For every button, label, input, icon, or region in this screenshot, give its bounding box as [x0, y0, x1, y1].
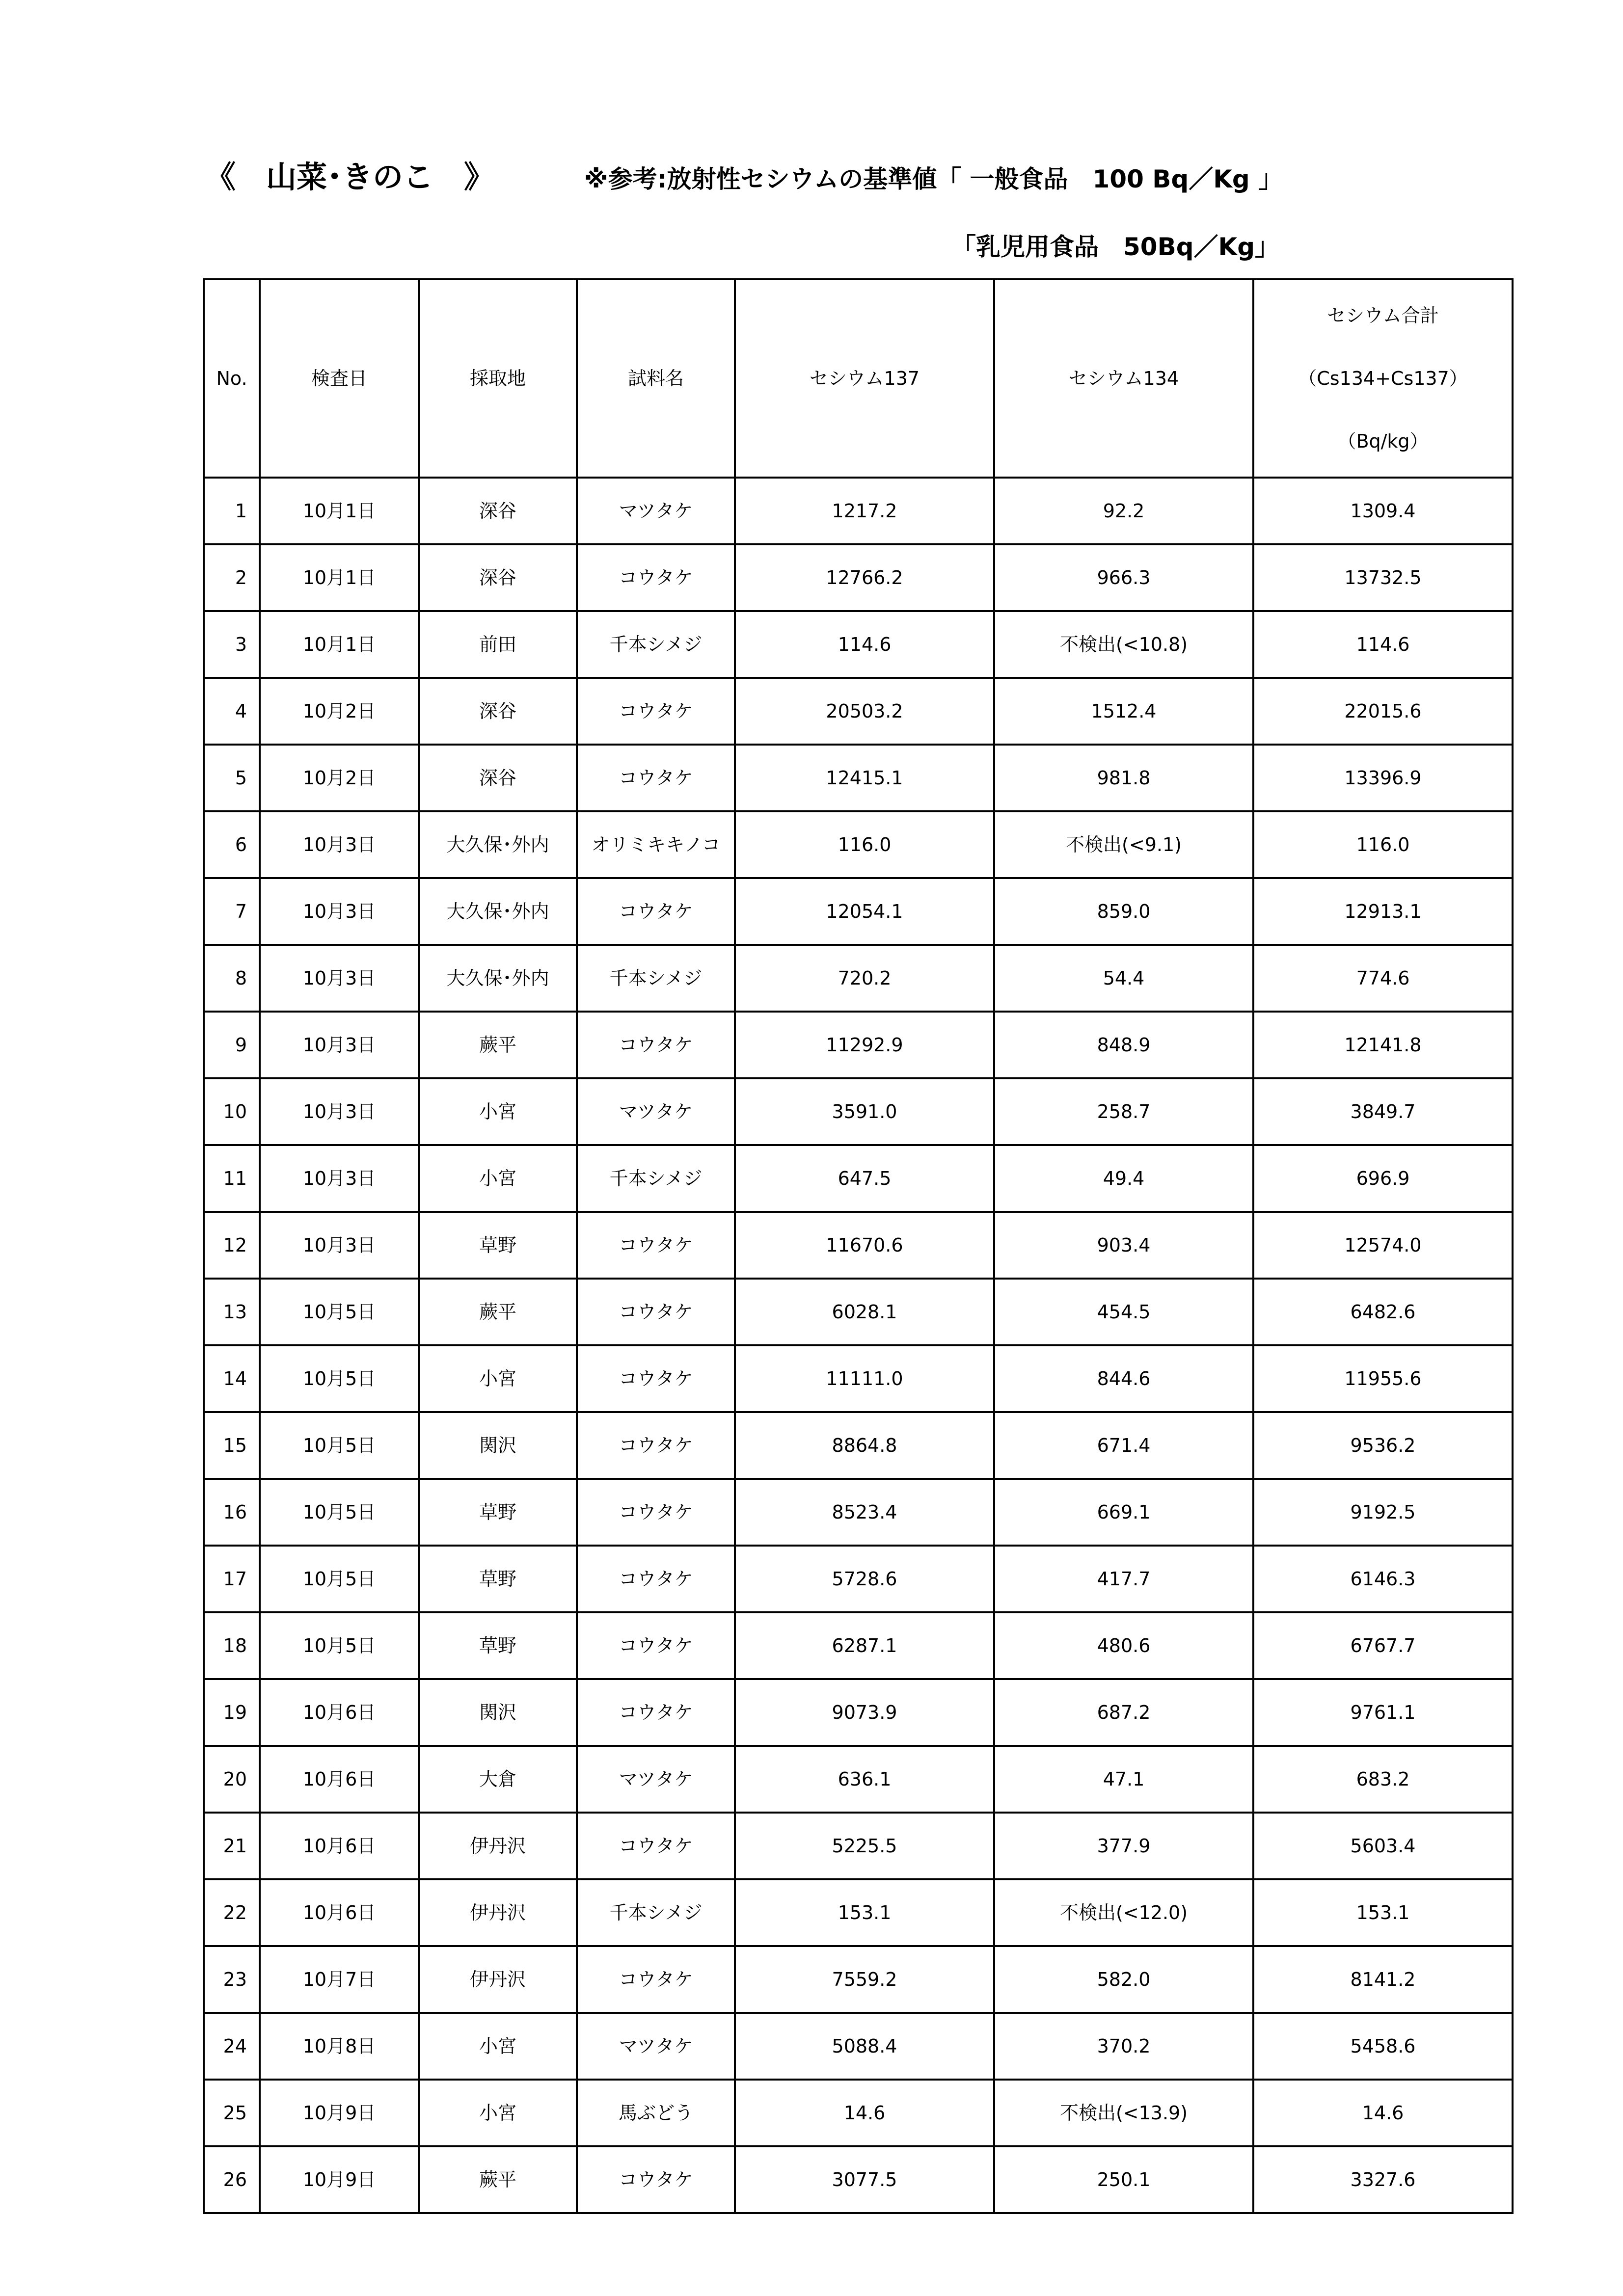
header-no: No.: [204, 279, 260, 478]
cell-cs137: 3591.0: [735, 1078, 994, 1145]
reference-note-infant-food: 「乳児用食品 50Bq／Kg」: [951, 233, 1280, 261]
header-total-formula: （Cs134+Cs137）: [1298, 368, 1468, 389]
table-row: [204, 1879, 1513, 1946]
cell-total: 9192.5: [1253, 1479, 1513, 1546]
cell-date: 10月3日: [260, 1012, 419, 1078]
cell-cs137: 5225.5: [735, 1813, 994, 1879]
cell-date: 10月2日: [260, 745, 419, 811]
table-row: [204, 745, 1513, 811]
cell-total: 12141.8: [1253, 1012, 1513, 1078]
cell-date: 10月6日: [260, 1813, 419, 1879]
cell-total: 9536.2: [1253, 1412, 1513, 1479]
cell-date: 10月5日: [260, 1546, 419, 1612]
cell-cs134: 不検出(<10.8): [994, 611, 1253, 678]
cell-sample: コウタケ: [577, 1012, 735, 1078]
header-total: [1253, 279, 1513, 478]
cell-sample: コウタケ: [577, 1813, 735, 1879]
cell-sample: コウタケ: [577, 1279, 735, 1345]
cell-cs134: 不検出(<9.1): [994, 811, 1253, 878]
table-row: [204, 1078, 1513, 1145]
cell-location: 小宮: [419, 1145, 577, 1212]
cell-cs137: 9073.9: [735, 1679, 994, 1746]
cell-cs137: 12415.1: [735, 745, 994, 811]
cell-total: 14.6: [1253, 2080, 1513, 2146]
cell-no: 25: [204, 2080, 260, 2146]
cell-date: 10月1日: [260, 544, 419, 611]
cell-total: 12913.1: [1253, 878, 1513, 945]
table-row: [204, 611, 1513, 678]
cell-date: 10月3日: [260, 1145, 419, 1212]
cell-no: 19: [204, 1679, 260, 1746]
cell-total: 1309.4: [1253, 478, 1513, 544]
cell-sample: 千本シメジ: [577, 611, 735, 678]
cell-sample: コウタケ: [577, 1612, 735, 1679]
cell-sample: 千本シメジ: [577, 1145, 735, 1212]
header-location: 採取地: [419, 279, 577, 478]
cell-location: 蕨平: [419, 1012, 577, 1078]
cell-cs134: 687.2: [994, 1679, 1253, 1746]
cell-location: 深谷: [419, 478, 577, 544]
cell-cs134: 903.4: [994, 1212, 1253, 1279]
cell-location: 関沢: [419, 1679, 577, 1746]
cell-location: 小宮: [419, 1078, 577, 1145]
cell-date: 10月3日: [260, 1212, 419, 1279]
cesium-results-table: [203, 278, 1514, 2214]
cell-sample: マツタケ: [577, 1078, 735, 1145]
cell-date: 10月5日: [260, 1612, 419, 1679]
cell-no: 7: [204, 878, 260, 945]
cell-cs134: 454.5: [994, 1279, 1253, 1345]
cell-cs134: 981.8: [994, 745, 1253, 811]
cell-location: 蕨平: [419, 1279, 577, 1345]
header-cs137: セシウム137: [735, 279, 994, 478]
cell-cs134: 92.2: [994, 478, 1253, 544]
table-row: [204, 478, 1513, 544]
cell-cs134: 258.7: [994, 1078, 1253, 1145]
cell-total: 22015.6: [1253, 678, 1513, 745]
cell-date: 10月1日: [260, 478, 419, 544]
table-row: [204, 811, 1513, 878]
table-row: [204, 1279, 1513, 1345]
table-row: [204, 1546, 1513, 1612]
cell-cs137: 720.2: [735, 945, 994, 1012]
cell-cs134: 582.0: [994, 1946, 1253, 2013]
cell-date: 10月5日: [260, 1412, 419, 1479]
cell-cs134: 不検出(<12.0): [994, 1879, 1253, 1946]
cell-cs134: 250.1: [994, 2146, 1253, 2213]
cell-location: 小宮: [419, 2080, 577, 2146]
cell-date: 10月5日: [260, 1479, 419, 1546]
cell-cs137: 14.6: [735, 2080, 994, 2146]
cell-no: 6: [204, 811, 260, 878]
cell-date: 10月7日: [260, 1946, 419, 2013]
header-total-label: セシウム合計: [1327, 305, 1439, 326]
header-sample: 試料名: [577, 279, 735, 478]
cell-total: 3849.7: [1253, 1078, 1513, 1145]
cell-date: 10月2日: [260, 678, 419, 745]
cell-total: 153.1: [1253, 1879, 1513, 1946]
cell-sample: コウタケ: [577, 1212, 735, 1279]
cell-sample: マツタケ: [577, 2013, 735, 2080]
cell-date: 10月8日: [260, 2013, 419, 2080]
cell-no: 11: [204, 1145, 260, 1212]
cell-no: 14: [204, 1345, 260, 1412]
cell-cs134: 417.7: [994, 1546, 1253, 1612]
cell-no: 18: [204, 1612, 260, 1679]
cell-cs134: 47.1: [994, 1746, 1253, 1813]
cell-total: 11955.6: [1253, 1345, 1513, 1412]
cell-sample: 馬ぶどう: [577, 2080, 735, 2146]
cell-date: 10月3日: [260, 945, 419, 1012]
cell-cs134: 848.9: [994, 1012, 1253, 1078]
cell-cs137: 11111.0: [735, 1345, 994, 1412]
page-title: 《 山菜･きのこ 》: [205, 159, 495, 195]
cell-cs137: 6287.1: [735, 1612, 994, 1679]
table-row: [204, 1145, 1513, 1212]
table-row: [204, 2146, 1513, 2213]
cell-no: 4: [204, 678, 260, 745]
table-row: [204, 1746, 1513, 1813]
cell-cs137: 12766.2: [735, 544, 994, 611]
table-row: [204, 1012, 1513, 1078]
cell-date: 10月5日: [260, 1279, 419, 1345]
table-row: [204, 878, 1513, 945]
cell-location: 草野: [419, 1479, 577, 1546]
cell-cs137: 11292.9: [735, 1012, 994, 1078]
cell-cs137: 153.1: [735, 1879, 994, 1946]
cell-no: 17: [204, 1546, 260, 1612]
cell-cs134: 671.4: [994, 1412, 1253, 1479]
cell-location: 伊丹沢: [419, 1946, 577, 2013]
cell-cs137: 8523.4: [735, 1479, 994, 1546]
cell-date: 10月9日: [260, 2146, 419, 2213]
cell-total: 13396.9: [1253, 745, 1513, 811]
cell-cs137: 20503.2: [735, 678, 994, 745]
cell-location: 伊丹沢: [419, 1879, 577, 1946]
cell-date: 10月6日: [260, 1679, 419, 1746]
table-row: [204, 1412, 1513, 1479]
cell-no: 10: [204, 1078, 260, 1145]
cell-total: 116.0: [1253, 811, 1513, 878]
header-date: 検査日: [260, 279, 419, 478]
table-header-row: [204, 279, 1513, 478]
cell-sample: マツタケ: [577, 1746, 735, 1813]
cell-sample: コウタケ: [577, 2146, 735, 2213]
cell-sample: コウタケ: [577, 745, 735, 811]
cell-total: 6767.7: [1253, 1612, 1513, 1679]
cell-cs137: 12054.1: [735, 878, 994, 945]
cell-sample: コウタケ: [577, 544, 735, 611]
table-row: [204, 2013, 1513, 2080]
table-row: [204, 1479, 1513, 1546]
cell-location: 大久保･外内: [419, 878, 577, 945]
cell-no: 9: [204, 1012, 260, 1078]
cell-total: 774.6: [1253, 945, 1513, 1012]
cell-location: 草野: [419, 1612, 577, 1679]
cell-cs137: 11670.6: [735, 1212, 994, 1279]
cell-total: 12574.0: [1253, 1212, 1513, 1279]
header-cs134: セシウム134: [994, 279, 1253, 478]
cell-no: 23: [204, 1946, 260, 2013]
cell-total: 5458.6: [1253, 2013, 1513, 2080]
cell-date: 10月5日: [260, 1345, 419, 1412]
cell-no: 2: [204, 544, 260, 611]
cell-location: 大久保･外内: [419, 945, 577, 1012]
cell-location: 深谷: [419, 745, 577, 811]
cell-cs134: 669.1: [994, 1479, 1253, 1546]
cell-cs137: 647.5: [735, 1145, 994, 1212]
cell-total: 696.9: [1253, 1145, 1513, 1212]
table-row: [204, 2080, 1513, 2146]
cell-no: 13: [204, 1279, 260, 1345]
cell-cs134: 54.4: [994, 945, 1253, 1012]
cell-sample: オリミキキノコ: [577, 811, 735, 878]
cell-sample: 千本シメジ: [577, 1879, 735, 1946]
table-body: [204, 478, 1513, 2213]
cell-cs134: 844.6: [994, 1345, 1253, 1412]
cell-location: 小宮: [419, 1345, 577, 1412]
cell-sample: コウタケ: [577, 1345, 735, 1412]
cell-no: 24: [204, 2013, 260, 2080]
cell-cs137: 1217.2: [735, 478, 994, 544]
cell-sample: コウタケ: [577, 1479, 735, 1546]
cell-total: 3327.6: [1253, 2146, 1513, 2213]
table-row: [204, 1345, 1513, 1412]
cell-cs134: 966.3: [994, 544, 1253, 611]
cell-no: 5: [204, 745, 260, 811]
cell-date: 10月3日: [260, 811, 419, 878]
cell-cs134: 377.9: [994, 1813, 1253, 1879]
table-row: [204, 678, 1513, 745]
cell-location: 草野: [419, 1212, 577, 1279]
cell-no: 15: [204, 1412, 260, 1479]
cell-sample: マツタケ: [577, 478, 735, 544]
cell-no: 21: [204, 1813, 260, 1879]
cell-sample: コウタケ: [577, 878, 735, 945]
cell-cs137: 8864.8: [735, 1412, 994, 1479]
header-total-unit: （Bq/kg）: [1337, 430, 1429, 452]
cell-total: 8141.2: [1253, 1946, 1513, 2013]
table-row: [204, 1679, 1513, 1746]
cell-date: 10月9日: [260, 2080, 419, 2146]
cell-cs134: 1512.4: [994, 678, 1253, 745]
cell-location: 蕨平: [419, 2146, 577, 2213]
reference-note-general-food: ※参考:放射性セシウムの基準値「 一般食品 100 Bq／Kg 」: [584, 165, 1283, 193]
cell-cs137: 6028.1: [735, 1279, 994, 1345]
cell-no: 26: [204, 2146, 260, 2213]
cell-no: 3: [204, 611, 260, 678]
cell-location: 深谷: [419, 544, 577, 611]
cell-cs137: 5088.4: [735, 2013, 994, 2080]
cell-cs137: 3077.5: [735, 2146, 994, 2213]
cell-location: 草野: [419, 1546, 577, 1612]
cell-cs134: 480.6: [994, 1612, 1253, 1679]
cell-total: 114.6: [1253, 611, 1513, 678]
cell-location: 伊丹沢: [419, 1813, 577, 1879]
table-row: [204, 1813, 1513, 1879]
cell-no: 12: [204, 1212, 260, 1279]
cell-cs134: 不検出(<13.9): [994, 2080, 1253, 2146]
cell-cs137: 5728.6: [735, 1546, 994, 1612]
cell-sample: コウタケ: [577, 1679, 735, 1746]
cell-total: 6146.3: [1253, 1546, 1513, 1612]
cell-cs134: 370.2: [994, 2013, 1253, 2080]
cell-total: 9761.1: [1253, 1679, 1513, 1746]
table-row: [204, 544, 1513, 611]
table-row: [204, 1612, 1513, 1679]
cell-sample: コウタケ: [577, 678, 735, 745]
cell-cs137: 114.6: [735, 611, 994, 678]
cell-no: 8: [204, 945, 260, 1012]
cell-location: 前田: [419, 611, 577, 678]
cell-date: 10月6日: [260, 1879, 419, 1946]
cell-total: 6482.6: [1253, 1279, 1513, 1345]
cell-date: 10月1日: [260, 611, 419, 678]
table-row: [204, 1212, 1513, 1279]
table-row: [204, 1946, 1513, 2013]
cell-cs137: 636.1: [735, 1746, 994, 1813]
cell-location: 大倉: [419, 1746, 577, 1813]
cell-location: 小宮: [419, 2013, 577, 2080]
cell-date: 10月6日: [260, 1746, 419, 1813]
cell-location: 大久保･外内: [419, 811, 577, 878]
cell-no: 20: [204, 1746, 260, 1813]
cell-total: 5603.4: [1253, 1813, 1513, 1879]
cell-total: 13732.5: [1253, 544, 1513, 611]
table-row: [204, 945, 1513, 1012]
cell-location: 関沢: [419, 1412, 577, 1479]
cell-cs134: 49.4: [994, 1145, 1253, 1212]
cell-sample: 千本シメジ: [577, 945, 735, 1012]
cell-total: 683.2: [1253, 1746, 1513, 1813]
cell-no: 1: [204, 478, 260, 544]
cell-cs134: 859.0: [994, 878, 1253, 945]
cell-sample: コウタケ: [577, 1412, 735, 1479]
cell-cs137: 7559.2: [735, 1946, 994, 2013]
cell-sample: コウタケ: [577, 1946, 735, 2013]
cell-no: 16: [204, 1479, 260, 1546]
cell-date: 10月3日: [260, 878, 419, 945]
cell-cs137: 116.0: [735, 811, 994, 878]
cell-location: 深谷: [419, 678, 577, 745]
cell-date: 10月3日: [260, 1078, 419, 1145]
cell-sample: コウタケ: [577, 1546, 735, 1612]
cell-no: 22: [204, 1879, 260, 1946]
